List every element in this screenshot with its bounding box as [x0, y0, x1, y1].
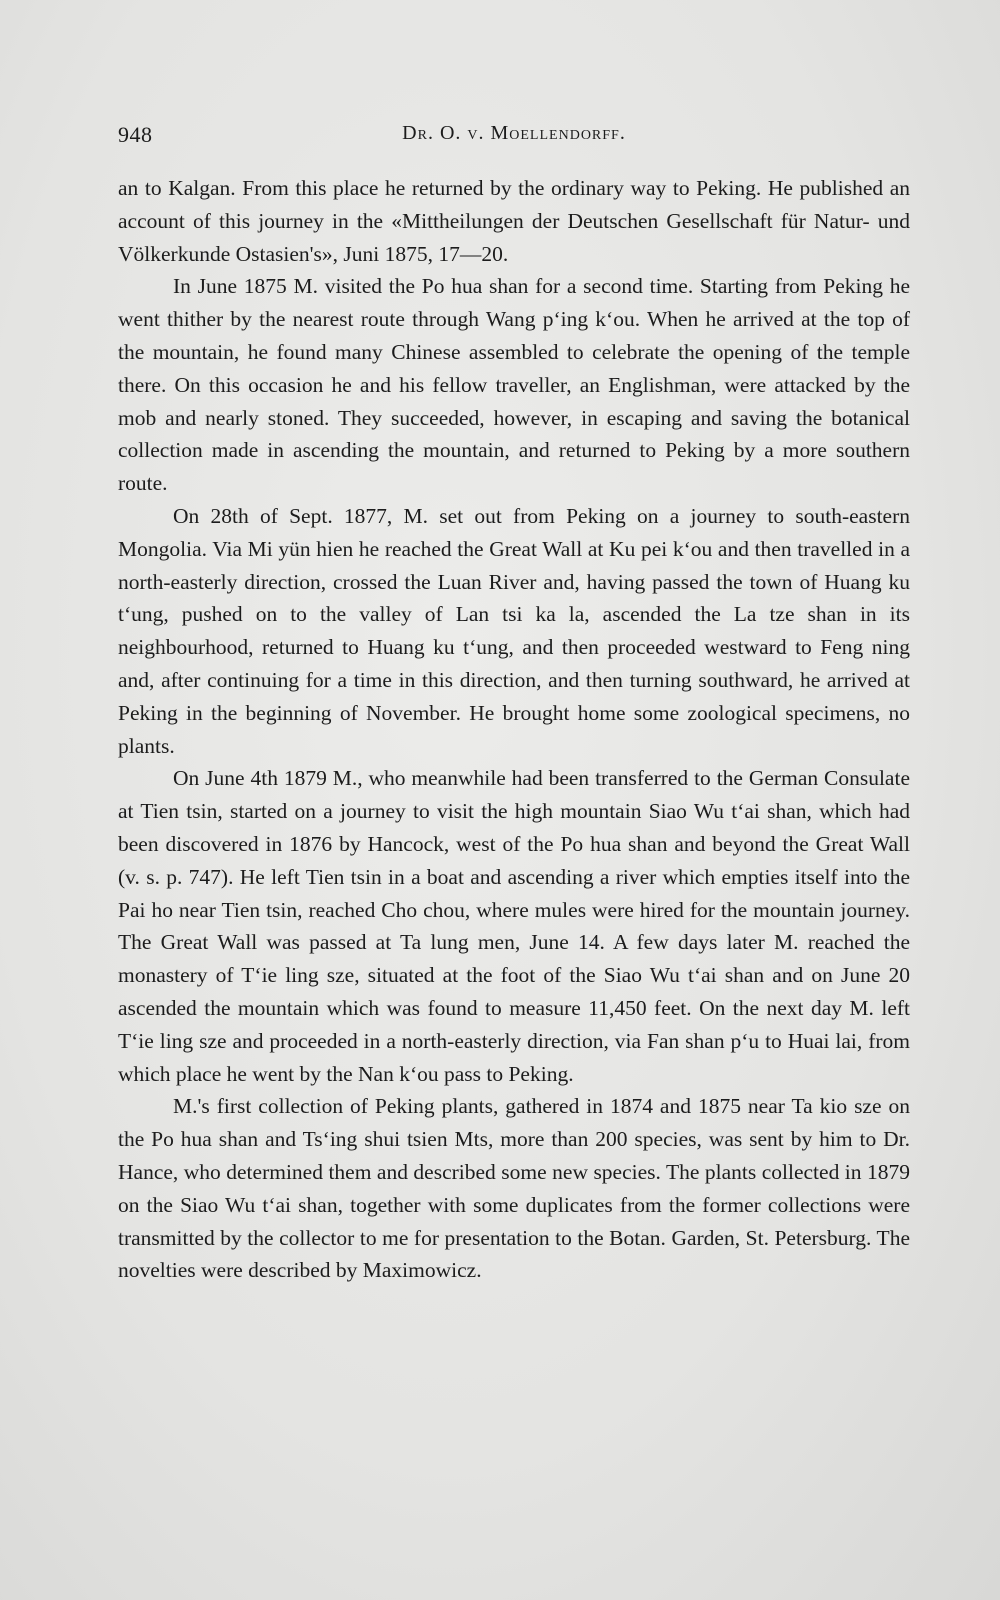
paragraph-1: an to Kalgan. From this place he returned by the ordinary way to Peking. He published an account of this journey in the «Mittheilungen der Deutschen Gesellschaft für Natur- und Völkerkunde Ostasien's», Juni 1875, 17—20.	[118, 176, 910, 266]
page-header	[118, 122, 910, 152]
paragraph-3: On 28th of Sept. 1877, M. set out from Peking on a journey to south-eastern Mongolia. Via Mi yün hien he reached the Great Wall at Ku pei kʻou and then travelled in a north-easterly direction, crossed the Luan River and, having passed the town of Huang ku tʻung, pushed on to the valley of Lan tsi ka la, ascended the La tze shan in its neighbourhood, returned to Huang ku tʻung, and then proceeded westward to Feng ning and, after continuing for a time in this direction, and then turning southward, he arrived at Peking in the beginning of November. He brought home some zoological specimens, no plants.	[118, 503, 910, 758]
paragraph-2: In June 1875 M. visited the Po hua shan for a second time. Starting from Peking he went thither by the nearest route through Wang pʻing kʻou. When he arrived at the top of the mountain, he found many Chinese assembled to celebrate the opening of the temple there. On this occasion he and his fellow traveller, an Englishman, were attacked by the mob and nearly stoned. They succeeded, however, in escaping and saving the botanical collection made in ascending the mountain, and returned to Peking by a more southern route.	[118, 274, 910, 496]
running-head: Dr. O. v. Moellendorff.	[402, 122, 626, 144]
page-number: 948	[118, 122, 153, 147]
paragraph-5: M.'s first collection of Peking plants, gathered in 1874 and 1875 near Ta kio sze on the Po hua shan and Tsʻing shui tsien Mts, more than 200 species, was sent by him to Dr. Hance, who determined them and described some new species. The plants collected in 1879 on the Siao Wu tʻai shan, together with some duplicates from the former collections were transmitted by the collector to me for presentation to the Botan. Garden, St. Petersburg. The novelties were described by Maximowicz.	[118, 1094, 910, 1283]
paragraph-4: On June 4th 1879 M., who meanwhile had been transferred to the German Consulate at Tien tsin, started on a journey to visit the high mountain Siao Wu tʻai shan, which had been discovered in 1876 by Hancock, west of the Po hua shan and beyond the Great Wall (v. s. p. 747). He left Tien tsin in a boat and ascending a river which empties itself into the Pai ho near Tien tsin, reached Cho chou, where mules were hired for the mountain journey. The Great Wall was passed at Ta lung men, June 14. A few days later M. reached the monastery of Tʻie ling sze, situated at the foot of the Siao Wu tʻai shan and on June 20 ascended the mountain which was found to measure 11,450 feet. On the next day M. left Tʻie ling sze and proceeded in a north-easterly direction, via Fan shan pʻu to Huai lai, from which place he went by the Nan kʻou pass to Peking.	[118, 766, 910, 1086]
body-text	[118, 172, 910, 1287]
